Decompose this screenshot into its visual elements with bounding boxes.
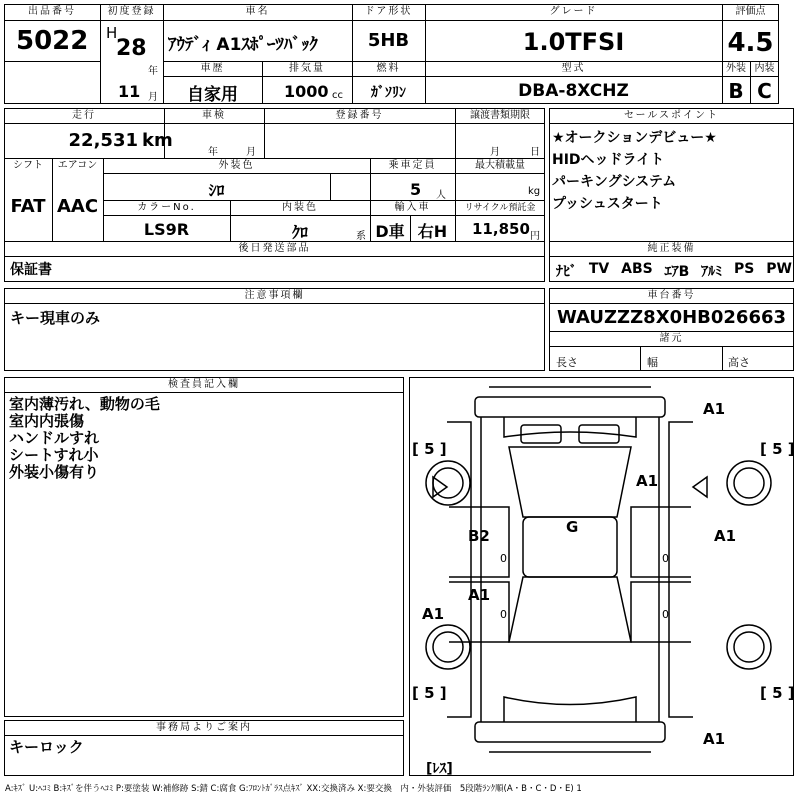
insp-year-unit: 年 [208,147,218,158]
notes-label: 注意事項欄 [244,290,305,301]
spec-label: 諸元 [659,333,684,344]
year-unit: 年 [148,66,158,77]
mileage: 22,531 [68,130,138,151]
month-unit: 月 [148,92,158,103]
chassis-number: WAUZZZ8X0HB026663 [556,307,787,328]
first-reg-label: 初度登録 [107,6,156,17]
model-code: DBA-8XCHZ [518,81,629,101]
panel-zero: 0 [500,552,507,565]
damage-mark: A1 [468,586,491,604]
damage-mark: A1 [636,472,659,490]
reg-year: 28 [116,36,147,61]
inspector-line: ハンドルすれ [9,429,100,447]
int-label: 内装 [754,63,775,74]
grade-label: グレード [549,6,598,17]
later-parts-label: 後日発送部品 [238,243,311,254]
disp-label: 排気量 [289,63,325,74]
capacity-label: 乗車定員 [388,160,437,171]
equipment-item: ｴｱB [664,264,690,280]
import-label: 輸入車 [394,202,431,213]
damage-mark: G [566,518,579,536]
color-no: LS9R [143,220,190,239]
recycle: 11,850 [472,220,530,238]
color-label: 外装色 [218,160,255,171]
tire-front-left: [ 5 ] [412,440,447,458]
car-diagram [409,377,794,776]
panel-zero: 0 [500,608,507,621]
equipment-list [556,261,792,281]
spare-tire: [ﾚｽ] [426,761,453,777]
damage-mark: B2 [468,527,490,545]
lot-label: 出品番号 [28,6,76,17]
displacement: 1000 [284,82,329,101]
recycle-label: リサイクル預託金 [464,203,536,213]
era: H [106,24,118,42]
door-type: 5HB [367,30,410,51]
transfer-label: 譲渡書類期限 [470,110,530,121]
ac-label: エアコン [57,160,98,171]
spec-length: 長さ [556,356,578,369]
inspection-label: 車検 [202,110,226,121]
recycle-unit: 円 [530,231,540,242]
legend: A:ｷｽﾞ U:ﾍｺﾐ B:ｷｽﾞを伴うﾍｺﾐ P:要塗装 W:補修跡 S:錆 C:腐食 G:ﾌﾛﾝﾄｶﾞﾗｽ点ｷｽﾞ XX:交換済み X:要交換 内・外装評価 5段階ﾗﾝｸ順(A・B・C・D・E) 1 [5,784,582,794]
car-name-label: 車名 [245,6,270,17]
color: ｼﾛ [208,181,225,200]
later-parts: 保証書 [10,262,52,278]
fuel: ｶﾞｿﾘﾝ [371,85,406,101]
import-handle: 右H [417,222,448,241]
tire-rear-left: [ 5 ] [412,684,447,702]
int-score: C [757,79,772,103]
sales-item: ★オークションデビュー★ [552,130,717,146]
int-color-label: 内装色 [282,202,318,213]
load-label: 最大積載量 [475,160,525,171]
panel-zero: 0 [662,552,669,565]
tr-month-unit: 月 [490,147,500,158]
capacity-unit: 人 [436,190,446,201]
mileage-label: 走行 [72,110,96,121]
inspector-line: シートすれ小 [9,446,99,464]
equipment-item: ｱﾙﾐ [701,264,723,280]
damage-mark: A1 [703,730,726,748]
grade: 1.0TFSI [522,28,625,56]
damage-mark: A1 [703,400,726,418]
damage-mark: A1 [422,605,445,623]
inspector-line: 室内薄汚れ、動物の毛 [9,395,160,413]
equipment-item: TV [588,261,610,277]
capacity: 5 [410,180,422,199]
inspector-line: 室内内張傷 [9,412,85,430]
equipment-item: PS [734,261,755,277]
tr-day-unit: 日 [530,147,540,158]
chassis-label: 車台番号 [647,290,696,301]
reg-no-label: 登録番号 [335,110,384,121]
int-color: ｸﾛ [291,223,308,242]
history-label: 車歴 [200,63,225,74]
ext-label: 外装 [726,63,746,74]
lot-number: 5022 [16,26,89,56]
mileage-unit: km [142,130,173,151]
damage-mark: A1 [714,527,737,545]
sales-item: HIDヘッドライト [552,152,665,168]
office-text: キーロック [9,738,84,756]
sales-item: パーキングシステム [552,174,677,190]
history: 自家用 [187,85,238,105]
spec-height: 高さ [728,356,750,369]
equipment-item: ABS [621,261,653,277]
door-label: ドア形状 [364,6,413,17]
shift: FAT [10,196,46,217]
score: 4.5 [727,28,774,58]
sales-label: セールスポイント [623,110,720,121]
ext-score: B [728,79,744,103]
ac: AAC [56,196,99,217]
int-color-unit: 系 [356,231,366,242]
panel-zero: 0 [662,608,669,621]
equipment-label: 純正装備 [647,243,696,254]
equipment-item: ﾅﾋﾞ [556,264,577,280]
score-label: 評価点 [735,6,766,17]
insp-month-unit: 月 [246,147,256,158]
inspector-line: 外装小傷有り [9,463,100,481]
tire-rear-right: [ 5 ] [760,684,795,702]
equipment-item: PW [766,261,792,277]
office-label: 事務局よりご案内 [156,722,252,733]
load-unit: kg [528,186,541,197]
import-maker: D車 [375,222,405,241]
shift-label: シフト [13,160,43,171]
model-label: 型式 [561,63,586,74]
sales-item: プッシュスタート [552,196,663,212]
tire-front-right: [ 5 ] [760,440,795,458]
fuel-label: 燃料 [376,63,401,74]
reg-month: 11 [118,82,141,101]
car-name: ｱｳﾃﾞｨ A1ｽﾎﾟｰﾂﾊﾞｯｸ [168,35,318,55]
inspector-label: 検査員記入欄 [168,379,240,390]
spec-width: 幅 [647,356,658,369]
color-no-label: カラーNo. [137,202,196,213]
disp-unit: cc [332,90,343,101]
notes-text: キー現車のみ [10,309,101,327]
